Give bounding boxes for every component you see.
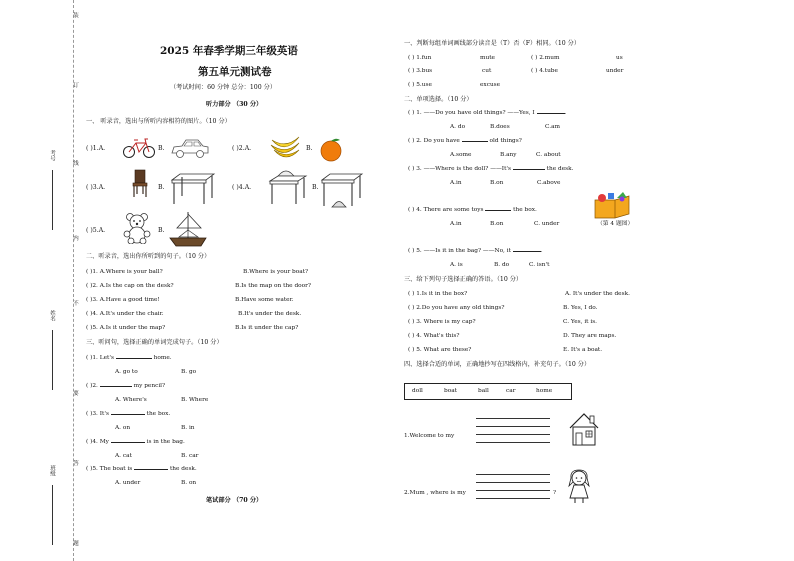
class-blank <box>52 485 53 545</box>
listen-s3-q5-b: B. on <box>181 480 197 486</box>
exam-info: （考试时间：60 分钟 总分：100 分） <box>170 84 277 91</box>
written-s2-q4-b: B.on <box>490 221 504 227</box>
written-s3-a4: D. They are maps. <box>563 333 617 339</box>
written-s2-q4-a: A.in <box>450 221 462 227</box>
written-s3-a5: E. It's a boat. <box>563 347 603 353</box>
listen-s3-q2-b: B. Where <box>181 397 209 403</box>
listen-s3-q4: ( )4. My is in the bag. <box>86 439 185 445</box>
written-s1-q4-w: under <box>606 68 624 74</box>
listen-s1-q1b: B. <box>158 145 165 152</box>
listen-s3-q1: ( )1. Let's home. <box>86 355 172 361</box>
listen-s3-q3-b: B. in <box>181 425 195 431</box>
doll-icon <box>564 468 594 504</box>
written-s1-q1: ( ) 1.fun <box>408 55 432 61</box>
teddy-bear-icon <box>122 212 152 244</box>
car-icon <box>170 137 210 161</box>
written-s2-q2-a: A.some <box>450 152 472 158</box>
written-s3-q1: ( ) 1.Is it in the box? <box>408 291 468 297</box>
written-s2-q4-c: C. under <box>534 221 560 227</box>
listen-s3-q5-a: A. under <box>115 480 141 486</box>
written-s2-q4-caption: （第 4 题图） <box>597 221 634 227</box>
listening-part-title: 听力部分 （30 分） <box>206 101 263 108</box>
seal-char: 题 <box>72 540 78 546</box>
written-s1-q2: ( ) 2.mum <box>531 55 560 61</box>
written-s1-heading: 一、判断每组单词画线部分读音是（T）否（F）相同。（10 分） <box>404 40 581 47</box>
table-icon <box>170 172 216 206</box>
exam-title: 2025 年春季学期三年级英语 <box>160 45 298 57</box>
listen-s1-q2a: ( )2.A. <box>232 145 252 152</box>
name-blank <box>52 330 53 390</box>
written-s3-a3: C. Yes, it is. <box>563 319 598 325</box>
written-s1-q3: ( ) 3.bus <box>408 68 433 74</box>
written-part-title: 笔试部分 （70 分） <box>206 497 263 504</box>
written-s1-q5: ( ) 5.use <box>408 82 432 88</box>
listen-s2-q3-a: ( )3. A.Have a good time! <box>86 297 160 303</box>
listen-s1-q3b: B. <box>158 184 165 191</box>
listen-s1-q5b: B. <box>158 227 165 234</box>
written-s2-q3: ( ) 3. ——Where is the doll? ——It's the desk. <box>408 166 574 172</box>
written-s3-heading: 三、给下列句子选择正确的答语。（10 分） <box>404 276 523 283</box>
listen-s3-q2: ( )2. my pencil? <box>86 383 166 389</box>
cap-under-table-icon <box>320 172 364 210</box>
listen-s2-q1-a: ( )1. A.Where is your ball? <box>86 269 163 275</box>
listen-s2-q3-b: B.Have some water. <box>235 297 294 303</box>
written-s2-q5-c: C. isn't <box>529 262 550 268</box>
written-s1-q3-w: cut <box>482 68 492 74</box>
word-bank-item: boat <box>444 388 457 394</box>
listen-s2-q2-a: ( )2. A.Is the cap on the desk? <box>86 283 174 289</box>
house-icon <box>566 410 602 448</box>
chair-icon <box>128 168 152 198</box>
written-s2-q5: ( ) 5. ——Is it in the bag? ——No, it . <box>408 248 543 254</box>
orange-icon <box>318 136 344 162</box>
written-s3-q2: ( ) 2.Do you have any old things? <box>408 305 505 311</box>
written-s1-q2-w: us <box>616 55 623 61</box>
id-blank <box>52 170 53 230</box>
listen-s3-q4-b: B. car <box>181 453 199 459</box>
exam-subtitle: 第五单元测试卷 <box>198 66 272 78</box>
written-s3-q4: ( ) 4. What's this? <box>408 333 460 339</box>
written-s2-q3-b: B.on <box>490 180 504 186</box>
written-s4-q2-end: ? <box>553 490 557 496</box>
listen-s3-heading: 三、听问句，选择正确的单词完成句子。（10 分） <box>86 339 223 346</box>
word-bank-item: doll <box>412 388 423 394</box>
written-s3-a1: A. It's under the desk. <box>565 291 630 297</box>
id-label: 考号 <box>49 150 55 161</box>
listen-s1-q5a: ( )5.A. <box>86 227 106 234</box>
listen-s1-heading: 一、 听录音，选出与所听内容相符的图片。（10 分） <box>86 118 231 125</box>
written-s1-q5-w: excuse <box>480 82 501 88</box>
listen-s1-q4b: B. <box>312 184 319 191</box>
name-label: 姓名 <box>49 310 55 321</box>
seal-char: 装 <box>72 12 78 18</box>
written-s2-q2-c: C. about <box>536 152 561 158</box>
listen-s3-q3: ( )3. It's the box. <box>86 411 171 417</box>
cap-on-table-icon <box>268 166 308 206</box>
written-s4-q1: 1.Welcome to my <box>404 433 455 439</box>
written-s2-q3-c: C.above <box>537 180 561 186</box>
written-s4-heading: 四、选择合适的单词，正确地抄写在四线格内，补充句子。（10 分） <box>404 361 591 368</box>
written-s3-q5: ( ) 5. What are these? <box>408 347 472 353</box>
written-s1-q4: ( ) 4.tube <box>531 68 558 74</box>
listen-s3-q5: ( )5. The boat is the desk. <box>86 466 197 472</box>
listen-s1-q4a: ( )4.A. <box>232 184 252 191</box>
listen-s2-q2-b: B.Is the map on the door? <box>235 283 312 289</box>
listen-s2-q1-b: B.Where is your boat? <box>243 269 309 275</box>
written-s2-q2-b: B.any <box>500 152 517 158</box>
listen-s2-q5-a: ( )5. A.Is it under the map? <box>86 325 166 331</box>
toy-box-icon <box>593 190 631 220</box>
listen-s1-q3a: ( )3.A. <box>86 184 106 191</box>
seal-char: 内 <box>72 235 78 241</box>
written-s2-q1-b: B.does <box>490 124 510 130</box>
written-s2-q2: ( ) 2. Do you have old things? <box>408 138 522 144</box>
seal-char: 订 <box>72 82 78 88</box>
written-s2-q1: ( ) 1. ——Do you have old things? ——Yes, I . <box>408 110 567 116</box>
listen-s2-q5-b: B.Is it under the cap? <box>235 325 299 331</box>
listen-s3-q3-a: A. on <box>115 425 131 431</box>
seal-char: 答 <box>72 460 78 466</box>
written-s2-q5-a: A. is <box>450 262 463 268</box>
listen-s2-heading: 二、听录音，选出你所听到的句子。（10 分） <box>86 253 211 260</box>
listen-s3-q2-a: A. Where's <box>115 397 147 403</box>
listen-s3-q1-b: B. go <box>181 369 197 375</box>
written-s2-heading: 二、单项选择。（10 分） <box>404 96 473 103</box>
written-s3-q3: ( ) 3. Where is my cap? <box>408 319 476 325</box>
written-s3-a2: B. Yes, I do. <box>563 305 598 311</box>
banana-icon <box>268 133 302 161</box>
word-bank-item: home <box>536 388 553 394</box>
written-s4-q2: 2.Mum , where is my <box>404 490 466 496</box>
class-label: 班级 <box>49 465 55 476</box>
ship-icon <box>168 210 208 248</box>
listen-s3-q4-a: A. cat <box>115 453 132 459</box>
word-bank-item: ball <box>478 388 489 394</box>
seal-char: 不 <box>72 300 78 306</box>
listen-s2-q4-b: B.It's under the desk. <box>238 311 302 317</box>
listen-s1-q2b: B. <box>306 145 313 152</box>
written-s2-q4: ( ) 4. There are some toys the box. <box>408 207 537 213</box>
written-s2-q1-a: A. do <box>450 124 466 130</box>
listen-s1-q1a: ( )1.A. <box>86 145 106 152</box>
listen-s2-q4-a: ( )4. A.It's under the chair. <box>86 311 164 317</box>
seal-char: 要 <box>72 390 78 396</box>
written-s2-q3-a: A.in <box>450 180 462 186</box>
written-s1-q1-w: mute <box>480 55 495 61</box>
bicycle-icon <box>122 137 156 159</box>
listen-s3-q1-a: A. go to <box>115 369 138 375</box>
word-bank-item: car <box>506 388 516 394</box>
written-s2-q1-c: C.am <box>545 124 561 130</box>
seal-char: 线 <box>72 160 78 166</box>
written-s2-q5-b: B. do <box>494 262 510 268</box>
